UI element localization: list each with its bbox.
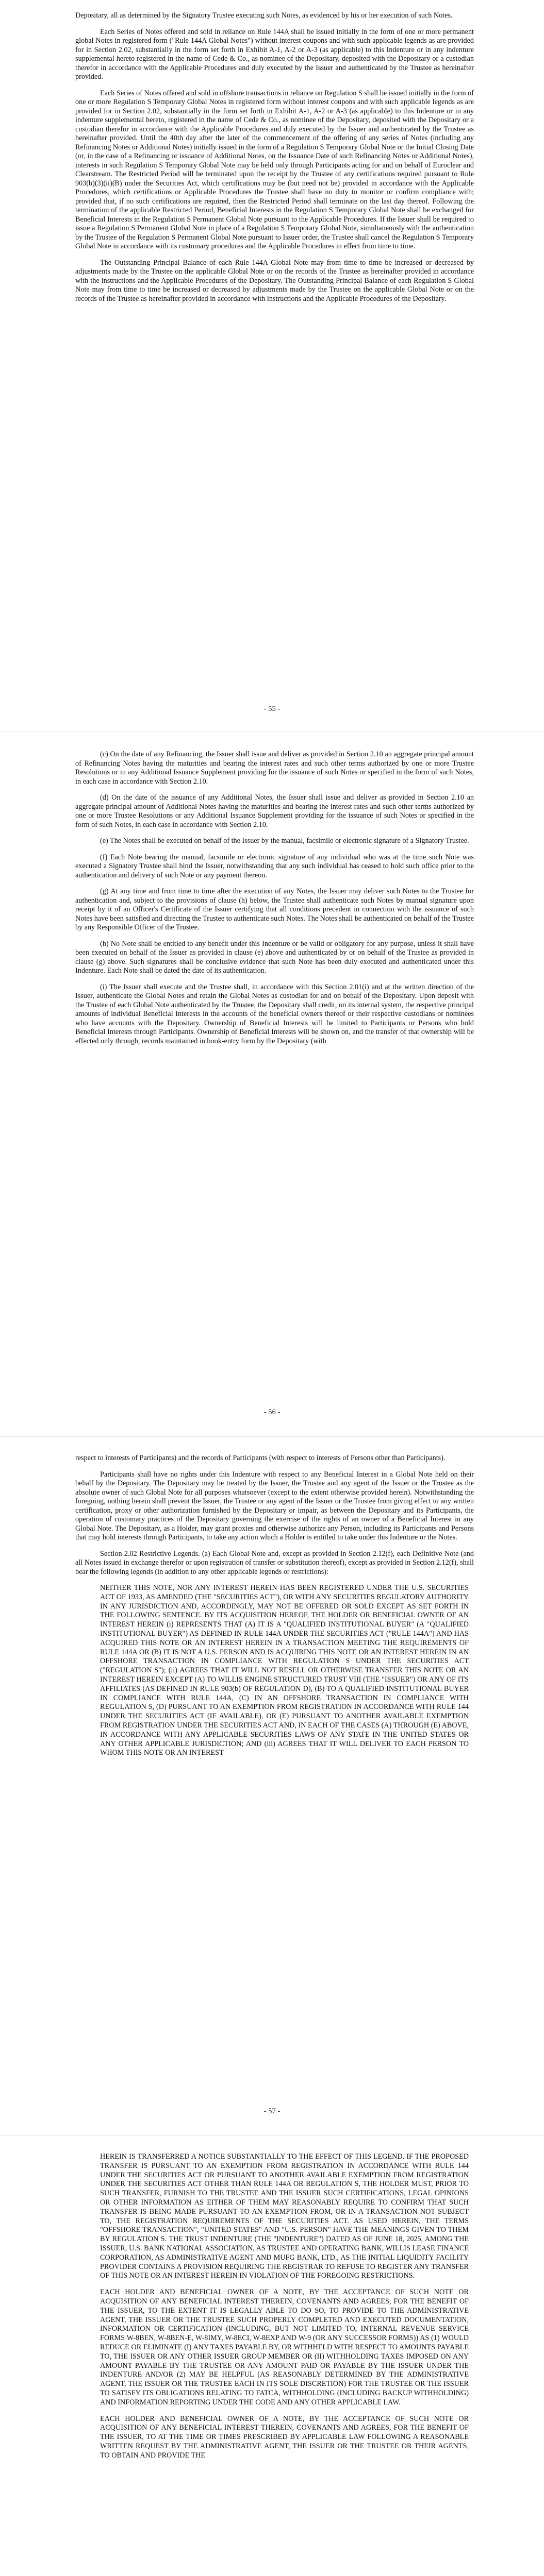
- page-number: - 55 -: [263, 705, 281, 713]
- page-divider: [0, 1436, 544, 1437]
- paragraph: respect to interests of Participants) and the records of Participants (with respect to interests of Persons other than Participants).: [75, 1454, 446, 1462]
- page-57: [0, 1454, 544, 1765]
- paragraph: The Outstanding Principal Balance of each Rule 144A Global Note may from time to time be increased or decreased by adjustments made by the Trustee on the applicable Global Note or on the records of the Trustee as hereinafter provided in accordance with the instructions and the Applicable Procedures of the Depositary. The Outstanding Principal Balance of each Regulation S Global Note may from time to time be increased or decreased by adjustments made by the Trustee on the applicable Global Note or on the records of the Trustee as hereinafter provided in accordance with instructions and the Applicable Procedures of the Depositary.: [75, 258, 474, 303]
- section-heading-paragraph: Section 2.02 Restrictive Legends. (a) Each Global Note and, except as provided in Section 2.12(f), each Definitive Note (and all Notes issued in exchange therefor or upon registration of transfer or substitution thereof), except as provided in Section 2.12(f), shall bear the following legends (in addition to any other applicable legends or restrictions):: [75, 1549, 474, 1576]
- paragraph: (f) Each Note bearing the manual, facsimile or electronic signature of any individual who was at the time such Note was executed a Signatory Trustee shall bind the Issuer, notwithstanding that any such individual has ceased to hold such office prior to the authentication and delivery of such Note or any payment thereon.: [75, 853, 474, 879]
- legend-paragraph: HEREIN IS TRANSFERRED A NOTICE SUBSTANTIALLY TO THE EFFECT OF THIS LEGEND. IF THE PROPOSED TRANSFER IS PURSUANT TO AN EXEMPTION FROM REGISTRATION IN ACCORDANCE WITH RULE 144 UNDER THE SECURITIES ACT OR PURSUANT TO ANOTHER AVAILABLE EXEMPTION FROM REGISTRATION UNDER THE SECURITIES ACT OTHER THAN RULE 144A OR REGULATION S, THE HOLDER MUST, PRIOR TO SUCH TRANSFER, FURNISH TO THE TRUSTEE AND THE ISSUER SUCH CERTIFICATIONS, LEGAL OPINIONS OR OTHER INFORMATION AS EITHER OF THEM MAY REASONABLY REQUIRE TO CONFIRM THAT SUCH TRANSFER IS BEING MADE PURSUANT TO AN EXEMPTION FROM, OR IN A TRANSACTION NOT SUBJECT TO, THE REGISTRATION REQUIREMENTS OF THE SECURITIES ACT. AS USED HEREIN, THE TERMS "OFFSHORE TRANSACTION", "UNITED STATES" AND "U.S. PERSON" HAVE THE MEANINGS GIVEN TO THEM BY REGULATION S. THE TRUST INDENTURE (THE "INDENTURE") DATED AS OF JUNE 18, 2025, AMONG THE ISSUER, U.S. BANK NATIONAL ASSOCIATION, AS TRUSTEE AND OPERATING BANK, WILLIS LEASE FINANCE CORPORATION, AS ADMINISTRATIVE AGENT AND MUFG BANK, LTD., AS THE INITIAL LIQUIDITY FACILITY PROVIDER CONTAINS A PROVISION REQUIRING THE REGISTRAR TO REFUSE TO REGISTER ANY TRANSFER OF THIS NOTE OR AN INTEREST HEREIN IN VIOLATION OF THE FOREGOING RESTRICTIONS.: [100, 2153, 469, 2280]
- paragraph: Depositary, all as determined by the Signatory Trustee executing such Notes, as evidenced by his or her execution of such Notes.: [75, 11, 453, 20]
- paragraph: (d) On the date of the issuance of any Additional Notes, the Issuer shall issue and deliver as provided in Section 2.10 an aggregate principal amount of Additional Notes having the maturities and bearing the interest rates and such other terms authorized by one or more Trustee Resolutions or any Additional Issuance Supplement providing for the issuance of such Notes or specified in the form of such Notes, in each case in accordance with Section 2.10.: [75, 793, 474, 829]
- paragraph: (g) At any time and from time to time after the execution of any Notes, the Issuer may deliver such Notes to the Trustee for authentication and, subject to the provisions of clause (h) below, the Trustee shall authenticate such Notes by manual signature upon receipt by it of an Officer's Certificate of the Issuer certifying that all conditions precedent in connection with the issuance of such Notes have been satisfied and directing the Trustee to authenticate such Notes. The Notes shall be authenticated on behalf of the Trustee by any Responsible Officer of the Trustee.: [75, 887, 474, 931]
- paragraph: (c) On the date of any Refinancing, the Issuer shall issue and deliver as provided in Section 2.10 an aggregate principal amount of Refinancing Notes having the maturities and bearing the interest rates and such other terms authorized by one or more Trustee Resolutions or in any Additional Issuance Supplement providing for the issuance of such Notes or specified in the form of such Notes, in each case in accordance with Section 2.10.: [75, 750, 474, 786]
- legend-paragraph: NEITHER THIS NOTE, NOR ANY INTEREST HEREIN HAS BEEN REGISTERED UNDER THE U.S. SECURITIES ACT OF 1933, AS AMENDED (THE "SECURITIES ACT"), OR WITH ANY SECURITIES REGULATORY AUTHORITY IN ANY JURISDICTION AND, ACCORDINGLY, MAY NOT BE OFFERED OR SOLD EXCEPT AS SET FORTH IN THE FOLLOWING SENTENCE. BY ITS ACQUISITION HEREOF, THE HOLDER OR BENEFICIAL OWNER OF AN INTEREST HEREIN (i) REPRESENTS THAT (A) IT IS A "QUALIFIED INSTITUTIONAL BUYER" (A "QUALIFIED INSTITUTIONAL BUYER") AS DEFINED IN RULE 144A UNDER THE SECURITIES ACT ("RULE 144A") AND HAS ACQUIRED THIS NOTE OR AN INTEREST HEREIN IN A TRANSACTION MEETING THE REQUIREMENTS OF RULE 144A OR (B) IT IS NOT A U.S. PERSON AND IS ACQUIRING THIS NOTE OR AN INTEREST HEREIN IN AN OFFSHORE TRANSACTION IN COMPLIANCE WITH REGULATION S UNDER THE SECURITIES ACT ("REGULATION S"); (ii) AGREES THAT IT WILL NOT RESELL OR OTHERWISE TRANSFER THIS NOTE OR AN INTEREST HEREIN EXCEPT (A) TO WILLIS ENGINE STRUCTURED TRUST VIII (THE "ISSUER") OR ANY OF ITS AFFILIATES (AS DEFINED IN RULE 903(b) OF REGULATION D), (B) TO A QUALIFIED INSTITUTIONAL BUYER IN COMPLIANCE WITH RULE 144A, (C) IN AN OFFSHORE TRANSACTION IN COMPLIANCE WITH REGULATION S, (D) PURSUANT TO AN EXEMPTION FROM REGISTRATION IN ACCORDANCE WITH RULE 144 UNDER THE SECURITIES ACT (IF AVAILABLE), OR (E) PURSUANT TO ANOTHER AVAILABLE EXEMPTION FROM REGISTRATION UNDER THE SECURITIES ACT AND, IN EACH OF THE CASES (A) THROUGH (E) ABOVE, IN ACCORDANCE WITH ANY APPLICABLE SECURITIES LAWS OF ANY STATE IN THE UNITED STATES OR ANY OTHER APPLICABLE JURISDICTION; AND (iii) AGREES THAT IT WILL DELIVER TO EACH PERSON TO WHOM THIS NOTE OR AN INTEREST: [100, 1584, 469, 1757]
- page-divider: [0, 2135, 544, 2136]
- page-58: [0, 2153, 544, 2468]
- paragraph: (e) The Notes shall be executed on behalf of the Issuer by the manual, facsimile or electronic signature of a Signatory Trustee.: [100, 837, 469, 845]
- page-55: [0, 11, 544, 311]
- paragraph: Each Series of Notes offered and sold in reliance on Rule 144A shall be issued initially in the form of one or more permanent global Notes in registered form ("Rule 144A Global Notes") without interest coupons and with such applicable legends as are provided for in Section 2.02, substantially in the form set forth in Exhibit A-1, A-2 or A-3 (as applicable) to this Indenture or in any indenture supplemental hereto registered in the name of Cede & Co., as nominee of the Depositary, deposited with the Depositary or a custodian therefor in accordance with the Applicable Procedures and duly executed by the Issuer and authenticated by the Trustee as hereinafter provided.: [75, 27, 474, 81]
- page-number: - 56 -: [263, 1408, 281, 1416]
- paragraph: Each Series of Notes offered and sold in offshore transactions in reliance on Regulation S shall be issued initially in the form of one or more Regulation S Temporary Global Notes in registered form without interest coupons and with such applicable legends as are provided for in Section 2.02, substantially in the form set forth in Exhibit A-1, A-2 or A-3 (as applicable) to this Indenture or in any indenture supplemental hereto, registered in the name of Cede & Co., as nominee of the Depositary, deposited with the Depositary or a custodian therefor in accordance with the Applicable Procedures and duly executed by the Issuer and authenticated by the Trustee as hereinafter provided. Until the 40th day after the later of the commencement of the offering of any series of Notes (including any Refinancing Notes or Additional Notes) initially issued in the form of a Regulation S Temporary Global Note or the Initial Closing Date (or, in the case of a Refinancing or issuance of Additional Notes, on the Issuance Date of such Refinancing Notes or Additional Notes), interests in such Regulation S Temporary Global Note may be held only through Participants acting for and on behalf of Euroclear and Clearstream. The Restricted Period will be terminated upon the receipt by the Trustee of any certifications required pursuant to Rule 903(b)(3)(ii)(B) under the Securities Act, which certifications may be (but need not be) provided in accordance with the Applicable Procedures, which certifications or Applicable Procedures the Trustee shall have no duty to monitor or confirm compliance with; provided that, if no such certifications are required, then the Restricted Period shall terminate on the last day thereof. Following the termination of the applicable Restricted Period, Beneficial Interests in the Regulation S Temporary Global Note shall be exchanged for Beneficial Interests in the Regulation S Permanent Global Note pursuant to the Applicable Procedures. If the Issuer shall be required to issue a Regulation S Permanent Global Note in place of a Regulation S Temporary Global Note, simultaneously with the authentication by the Trustee of the Regulation S Permanent Global Note pursuant to Issuer order, the Trustee shall cancel the Regulation S Temporary Global Note in accordance with its customary procedures and the Applicable Procedures in effect from time to time.: [75, 89, 474, 250]
- paragraph: (h) No Note shall be entitled to any benefit under this Indenture or be valid or obligatory for any purpose, unless it shall have been executed on behalf of the Issuer as provided in clause (e) above and authenticated by or on behalf of the Trustee as provided in clause (g) above. Such signatures shall be conclusive evidence that such Note has been duly executed and authenticated under this Indenture. Each Note shall be dated the date of its authentication.: [75, 939, 474, 975]
- paragraph: Participants shall have no rights under this Indenture with respect to any Beneficial Interest in a Global Note held on their behalf by the Depositary. The Depositary may be treated by the Issuer, the Trustee and any agent of the Issuer or the Trustee as the absolute owner of such Global Note for all purposes whatsoever (except to the extent otherwise provided herein). Notwithstanding the foregoing, nothing herein shall prevent the Issuer, the Trustee or any agent of the Issuer or the Trustee from giving effect to any written certification, proxy or other authorization furnished by the Depositary or impair, as between the Depositary and its Participants, the operation of customary practices of the Depositary governing the exercise of the rights of an owner of a Beneficial Interest in any Global Note. The Depositary, as a Holder, may grant proxies and otherwise authorize any Person, including its Participants and Persons that may hold interests through Participants, to take any action which a Holder is entitled to take under this Indenture or the Notes.: [75, 1470, 474, 1541]
- page-56: [0, 750, 544, 1053]
- paragraph: (i) The Issuer shall execute and the Trustee shall, in accordance with this Section 2.01(i) and at the written direction of the Issuer, authenticate the Global Notes and retain the Global Notes as custodian for and on behalf of the Depositary. Upon deposit with the Trustee of each Global Note authenticated by the Trustee, the Depositary shall credit, on its internal system, the respective principal amounts of individual Beneficial Interests in the accounts of the beneficial owners thereof or their respective custodians or nominees who have accounts with the Depositary. Ownership of Beneficial Interests will be limited to Participants or Persons who hold Beneficial Interests through Participants. Ownership of Beneficial Interests will be shown on, and the transfer of that ownership will be effected only through, records maintained in book-entry form by the Depositary (with: [75, 982, 474, 1045]
- legend-paragraph: EACH HOLDER AND BENEFICIAL OWNER OF A NOTE, BY THE ACCEPTANCE OF SUCH NOTE OR ACQUISITION OF ANY BENEFICIAL INTEREST THEREIN, COVENANTS AND AGREES, FOR THE BENEFIT OF THE ISSUER, TO THE EXTENT IT IS LEGALLY ABLE TO DO SO, TO PROVIDE TO THE ADMINISTRATIVE AGENT, THE ISSUER OR THE TRUSTEE SUCH PROPERLY COMPLETED AND EXECUTED DOCUMENTATION, INFORMATION OR CERTIFICATION (INCLUDING, BUT NOT LIMITED TO, INTERNAL REVENUE SERVICE FORMS W-8BEN, W-8BEN-E, W-8IMY, W-8ECI, W-8EXP AND W-9 (OR ANY SUCCESSOR FORMS)) AS (1) WOULD REDUCE OR ELIMINATE (I) ANY TAXES PAYABLE BY, OR WITHHELD WITH RESPECT TO AMOUNTS PAYABLE TO, THE ISSUER OR ANY OTHER ISSUER GROUP MEMBER OR (II) WITHHOLDING TAXES IMPOSED ON ANY AMOUNT PAYABLE BY THE TRUSTEE OR ANY AMOUNT PAID OR PAYABLE BY THE ISSUER UNDER THE INDENTURE AND/OR (2) MAY BE HELPFUL (AS REASONABLY DETERMINED BY THE ADMINISTRATIVE AGENT, THE ISSUER OR THE TRUSTEE EACH IN ITS SOLE DISCRETION) FOR THE TRUSTEE OR THE ISSUER TO SATISFY ITS OBLIGATIONS RELATING TO FATCA, WITHHOLDING (INCLUDING BACKUP WITHHOLDING) AND INFORMATION REPORTING UNDER THE CODE AND ANY OTHER APPLICABLE LAW.: [100, 2288, 469, 2406]
- page-number: - 57 -: [263, 2107, 281, 2115]
- legend-paragraph: EACH HOLDER AND BENEFICIAL OWNER OF A NOTE, BY THE ACCEPTANCE OF SUCH NOTE OR ACQUISITION OF ANY BENEFICIAL INTEREST THEREIN, COVENANTS AND AGREES, FOR THE BENEFIT OF THE ISSUER, TO AT THE TIME OR TIMES PRESCRIBED BY APPLICABLE LAW FOLLOWING A REASONABLE WRITTEN REQUEST BY THE ADMINISTRATIVE AGENT, THE ISSUER OR THE TRUSTEE OR THEIR AGENTS, TO OBTAIN AND PROVIDE THE: [100, 2414, 469, 2460]
